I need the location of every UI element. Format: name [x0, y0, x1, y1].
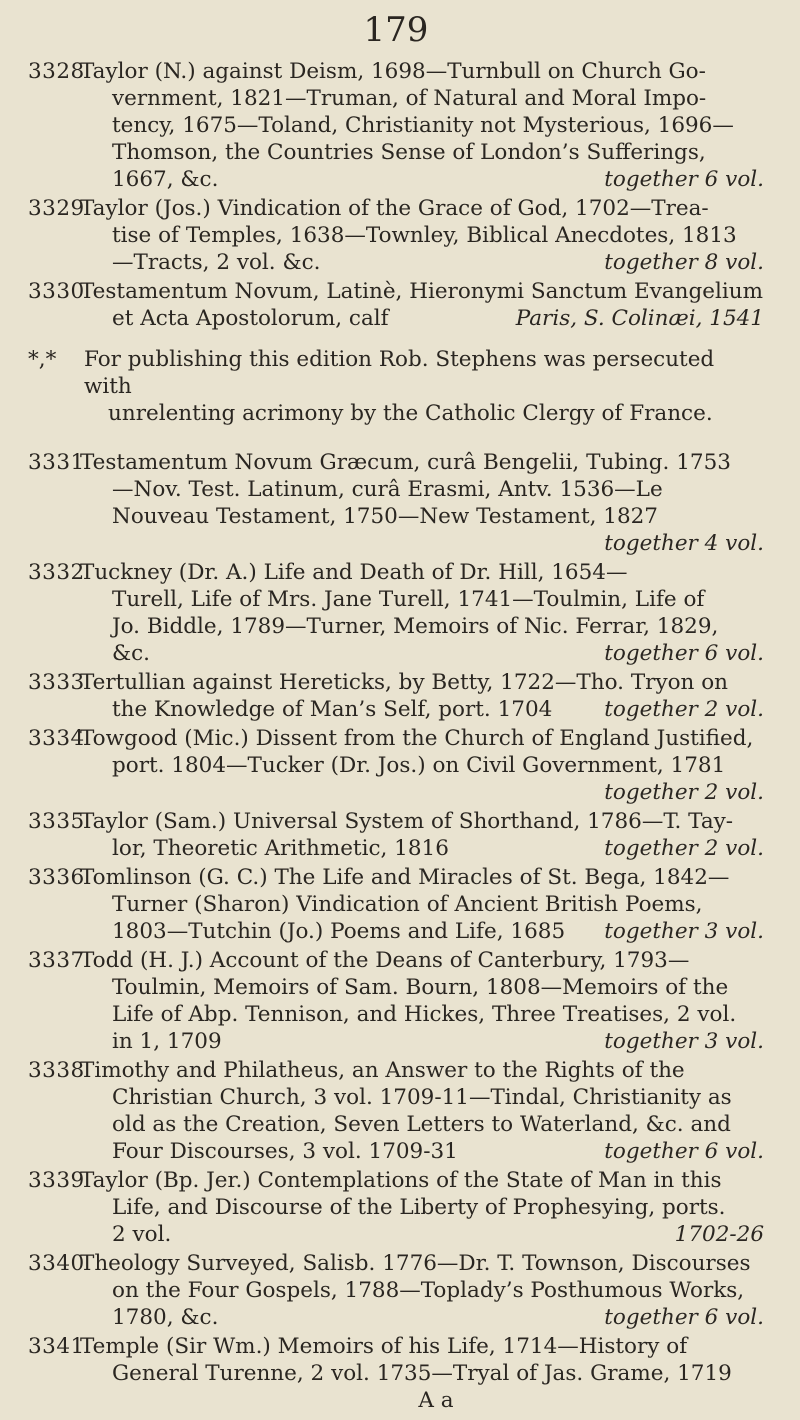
entry-description-tail: Four Discourses, 3 vol. 1709-31 — [112, 1139, 458, 1164]
entry-description-tail: the Knowledge of Man’s Self, port. 1704 — [112, 697, 553, 722]
entry-text — [80, 278, 764, 332]
catalogue-entry — [28, 669, 764, 723]
catalogue-entry — [28, 449, 764, 557]
entry-line: tise of Temples, 1638—Townley, Biblical Anecdotes, 1813 — [112, 223, 737, 248]
catalogue-entry — [28, 808, 764, 862]
entry-text — [80, 947, 764, 1055]
entry-last-line — [80, 530, 764, 557]
entry-description-tail: 1667, &c. — [112, 167, 219, 192]
lot-number: 3335 — [28, 809, 85, 834]
entry-text — [80, 1167, 764, 1248]
entry-line: Taylor (Jos.) Vindication of the Grace of God, 1702—Trea- — [80, 196, 709, 221]
lot-number: 3328 — [28, 59, 85, 84]
entries-block-a — [28, 58, 764, 332]
catalogue-entry — [28, 278, 764, 332]
entry-description-tail: lor, Theoretic Arithmetic, 1816 — [112, 836, 449, 861]
entry-line: Taylor (Bp. Jer.) Contemplations of the State of Man in this — [80, 1168, 722, 1193]
entry-line: Nouveau Testament, 1750—New Testament, 1827 — [112, 504, 658, 529]
footnote-text — [84, 346, 764, 427]
entry-line: on the Four Gospels, 1788—Toplady’s Posthumous Works, — [112, 1278, 745, 1303]
entry-description-tail: 1803—Tutchin (Jo.) Poems and Life, 1685 — [112, 919, 566, 944]
footnote — [28, 346, 764, 427]
entry-description-tail: in 1, 1709 — [112, 1029, 222, 1054]
entry-last-line — [80, 779, 764, 806]
footnote-line: For publishing this edition Rob. Stephens was persecuted with — [84, 347, 715, 399]
entry-text — [80, 449, 764, 557]
entry-line: Temple (Sir Wm.) Memoirs of his Life, 1714—History of — [80, 1334, 688, 1359]
entry-line: tency, 1675—Toland, Christianity not Mysterious, 1696— — [112, 113, 734, 138]
volume-count: together 6 vol. — [604, 1305, 764, 1330]
entry-line: Theology Surveyed, Salisb. 1776—Dr. T. Townson, Discourses — [80, 1251, 751, 1276]
entry-line: Todd (H. J.) Account of the Deans of Canterbury, 1793— — [80, 948, 690, 973]
volume-count: together 3 vol. — [604, 919, 764, 944]
volume-count: Paris, S. Colinæi, 1541 — [515, 306, 764, 331]
volume-count: together 6 vol. — [604, 641, 764, 666]
entry-description-tail: 1780, &c. — [112, 1305, 219, 1330]
entry-text — [80, 669, 764, 723]
entries-block-b — [28, 449, 764, 1387]
entry-line: Towgood (Mic.) Dissent from the Church of England Justified, — [80, 726, 754, 751]
entry-description-tail: —Tracts, 2 vol. &c. — [112, 250, 321, 275]
entry-line: Jo. Biddle, 1789—Turner, Memoirs of Nic. Ferrar, 1829, — [112, 614, 719, 639]
entry-line: —Nov. Test. Latinum, curâ Erasmi, Antv. 1536—Le — [112, 477, 663, 502]
volume-count: 1702-26 — [674, 1222, 764, 1247]
entry-text — [80, 1057, 764, 1165]
entry-line: Thomson, the Countries Sense of London’s Sufferings, — [112, 140, 706, 165]
lot-number: 3340 — [28, 1251, 85, 1276]
lot-number: 3337 — [28, 948, 85, 973]
entry-line: Testamentum Novum Græcum, curâ Bengelii, Tubing. 1753 — [80, 450, 731, 475]
volume-count: together 6 vol. — [604, 1139, 764, 1164]
entry-last-line — [80, 835, 764, 862]
catalogue-entry — [28, 1250, 764, 1331]
volume-count: together 2 vol. — [604, 780, 764, 805]
page-number: 179 — [363, 10, 429, 50]
entry-line: General Turenne, 2 vol. 1735—Tryal of Jas. Grame, 1719 — [112, 1361, 732, 1386]
entry-text — [80, 1250, 764, 1331]
entry-last-line — [80, 166, 764, 193]
catalogue-entry — [28, 947, 764, 1055]
entry-last-line — [80, 918, 764, 945]
catalogue-entry — [28, 1167, 764, 1248]
entry-text — [80, 808, 764, 862]
entry-last-line — [80, 305, 764, 332]
catalogue-entry — [28, 559, 764, 667]
footnote-line: unrelenting acrimony by the Catholic Clergy of France. — [108, 401, 713, 426]
entry-line: Life, and Discourse of the Liberty of Prophesying, ports. — [112, 1195, 726, 1220]
footnote-mark: *,* — [28, 347, 57, 372]
entry-text — [80, 1333, 764, 1387]
lot-number: 3329 — [28, 196, 85, 221]
entry-line: port. 1804—Tucker (Dr. Jos.) on Civil Government, 1781 — [112, 753, 726, 778]
lot-number: 3330 — [28, 279, 85, 304]
lot-number: 3341 — [28, 1334, 85, 1359]
entry-line: Turell, Life of Mrs. Jane Turell, 1741—Toulmin, Life of — [112, 587, 705, 612]
signature-mark: A a — [418, 1388, 454, 1413]
entry-last-line — [80, 1221, 764, 1248]
entry-last-line — [80, 1304, 764, 1331]
lot-number: 3334 — [28, 726, 85, 751]
lot-number: 3338 — [28, 1058, 85, 1083]
entry-text — [80, 195, 764, 276]
entry-line: Taylor (N.) against Deism, 1698—Turnbull on Church Go- — [80, 59, 706, 84]
catalogue-entry — [28, 864, 764, 945]
volume-count: together 2 vol. — [604, 836, 764, 861]
entry-description-tail: et Acta Apostolorum, calf — [112, 306, 389, 331]
volume-count: together 2 vol. — [604, 697, 764, 722]
entry-line: old as the Creation, Seven Letters to Waterland, &c. and — [112, 1112, 731, 1137]
entry-line: Testamentum Novum, Latinè, Hieronymi Sanctum Evangelium — [80, 279, 763, 304]
volume-count: together 4 vol. — [604, 531, 764, 556]
entry-last-line — [80, 640, 764, 667]
lot-number: 3332 — [28, 560, 85, 585]
entry-last-line — [80, 1028, 764, 1055]
entry-line: Timothy and Philatheus, an Answer to the Rights of the — [80, 1058, 685, 1083]
catalogue-entry — [28, 1333, 764, 1387]
entry-last-line — [80, 249, 764, 276]
catalogue-entry — [28, 725, 764, 806]
catalogue-entry — [28, 195, 764, 276]
entry-line: Taylor (Sam.) Universal System of Shorthand, 1786—T. Tay- — [80, 809, 734, 834]
lot-number: 3333 — [28, 670, 85, 695]
entry-line: Tomlinson (G. C.) The Life and Miracles of St. Bega, 1842— — [80, 865, 730, 890]
entry-line: Tertullian against Hereticks, by Betty, 1722—Tho. Tryon on — [80, 670, 729, 695]
catalogue-entry — [28, 58, 764, 193]
entry-description-tail: &c. — [112, 641, 151, 666]
volume-count: together 3 vol. — [604, 1029, 764, 1054]
volume-count: together 6 vol. — [604, 167, 764, 192]
entry-line: Tuckney (Dr. A.) Life and Death of Dr. Hill, 1654— — [80, 560, 628, 585]
volume-count: together 8 vol. — [604, 250, 764, 275]
entry-line: Christian Church, 3 vol. 1709-11—Tindal, Christianity as — [112, 1085, 732, 1110]
entry-line: Life of Abp. Tennison, and Hickes, Three Treatises, 2 vol. — [112, 1002, 737, 1027]
lot-number: 3339 — [28, 1168, 85, 1193]
entry-line: Toulmin, Memoirs of Sam. Bourn, 1808—Memoirs of the — [112, 975, 729, 1000]
entry-description-tail: 2 vol. — [112, 1222, 172, 1247]
entry-text — [80, 559, 764, 667]
lot-number: 3331 — [28, 450, 85, 475]
entry-text — [80, 58, 764, 193]
catalogue-entry — [28, 1057, 764, 1165]
entry-line: Turner (Sharon) Vindication of Ancient British Poems, — [112, 892, 703, 917]
entry-line: vernment, 1821—Truman, of Natural and Moral Impo- — [112, 86, 707, 111]
lot-number: 3336 — [28, 865, 85, 890]
entry-text — [80, 864, 764, 945]
entry-text — [80, 725, 764, 806]
entry-last-line — [80, 696, 764, 723]
entry-last-line — [80, 1138, 764, 1165]
